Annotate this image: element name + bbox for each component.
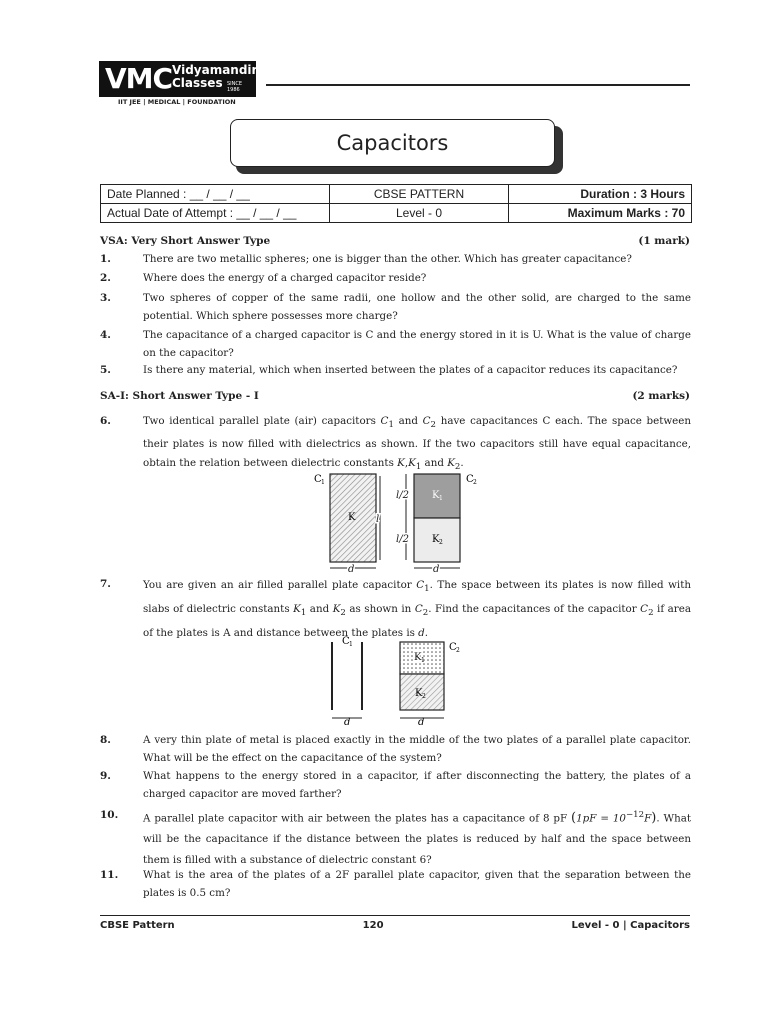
label-l-half: l/2 [396, 490, 409, 501]
svg-text:2: 2 [439, 539, 443, 546]
svg-text:C: C [314, 474, 322, 485]
section-title: SA-I: Short Answer Type - I [100, 390, 259, 402]
question-number: 4. [100, 329, 111, 341]
question-number: 11. [100, 869, 119, 881]
capacitor-c2-slabs [400, 642, 460, 728]
duration-cell: Duration : 3 Hours [509, 185, 692, 204]
label-d: d [433, 564, 440, 575]
page-title: Capacitors [230, 119, 555, 167]
label-l-half: l/2 [396, 534, 409, 545]
svg-text:1: 1 [421, 657, 425, 664]
logo-tagline: IIT JEE | MEDICAL | FOUNDATION [118, 98, 236, 106]
question-number: 1. [100, 253, 111, 265]
pattern-cell: CBSE PATTERN [330, 185, 509, 204]
capacitor-c1-air [332, 636, 362, 728]
svg-text:C: C [466, 474, 474, 485]
info-table [100, 184, 692, 223]
date-planned: Date Planned : __ / __ / __ [101, 185, 330, 204]
section-marks: (1 mark) [638, 235, 690, 247]
figure-slab-capacitors [322, 634, 472, 730]
question-number: 9. [100, 770, 111, 782]
svg-text:2: 2 [473, 479, 477, 486]
info-row [101, 204, 692, 223]
page-footer [100, 920, 690, 931]
actual-date: Actual Date of Attempt : __ / __ / __ [101, 204, 330, 223]
logo-since: SINCE 1986 [227, 81, 243, 93]
svg-text:1: 1 [349, 641, 353, 648]
label-k1: K [414, 652, 422, 663]
question-text: Two spheres of copper of the same radii, one hollow and the other solid, are charged to the same potential. Which sphere possesses more charge? [143, 292, 691, 322]
vmc-logo [99, 61, 256, 97]
section-heading-sa1 [100, 390, 690, 402]
page-number: 120 [362, 920, 384, 931]
section-title: VSA: Very Short Answer Type [100, 235, 271, 247]
svg-text:2: 2 [456, 647, 460, 654]
footer-right: Level - 0 | Capacitors [571, 920, 690, 931]
question-text: You are given an air filled parallel plate capacitor $C_1$. The space between its plates is now filled with slabs of dielectric constants $K_1$ and $K_2$ as shown in $C_2$. Find the capacitances of the capacitor $C_2$ if area of the plates is A and distance between the plates is d. [143, 579, 691, 640]
label-k: K [348, 512, 356, 523]
question-number: 5. [100, 364, 111, 376]
svg-text:2: 2 [422, 693, 426, 700]
logo-brand: VMC [105, 62, 173, 95]
question-text: There are two metallic spheres; one is bigger than the other. Which has greater capacitance? [143, 253, 632, 265]
info-row [101, 185, 692, 204]
svg-text:1: 1 [321, 479, 325, 486]
question-number: 3. [100, 292, 111, 304]
footer-rule [100, 915, 690, 916]
question-text: What happens to the energy stored in a capacitor, if after disconnecting the battery, the plates of a charged capacitor are moved farther? [143, 770, 691, 800]
question-text: The capacitance of a charged capacitor is C and the energy stored in it is U. What is the value of charge on the capacitor? [143, 329, 691, 359]
section-marks: (2 marks) [632, 390, 690, 402]
section-heading-vsa [100, 235, 690, 247]
question-number: 10. [100, 809, 119, 821]
label-d: d [418, 717, 425, 728]
capacitor-c1 [314, 474, 380, 575]
question-number: 2. [100, 272, 111, 284]
figure-dielectric-capacitors [308, 470, 484, 576]
level-cell: Level - 0 [330, 204, 509, 223]
label-k1: K [432, 490, 440, 501]
question-number: 8. [100, 734, 111, 746]
question-number: 7. [100, 578, 111, 590]
max-marks-cell: Maximum Marks : 70 [509, 204, 692, 223]
question-text: Is there any material, which when inserted between the plates of a capacitor reduces its capacitance? [143, 364, 678, 376]
label-k2: K [415, 688, 423, 699]
svg-text:C: C [342, 636, 350, 647]
label-k2: K [432, 534, 440, 545]
logo-name: Vidyamandir Classes [172, 63, 258, 90]
question-text: What is the area of the plates of a 2F parallel plate capacitor, given that the separation between the plates is 0.5 cm? [143, 869, 691, 899]
capacitor-c2 [396, 474, 477, 575]
footer-left: CBSE Pattern [100, 920, 175, 931]
question-number: 6. [100, 415, 111, 427]
svg-text:1: 1 [439, 495, 443, 502]
question-text: A very thin plate of metal is placed exactly in the middle of the two plates of a parallel plate capacitor. What will be the effect on the capacitance of the system? [143, 734, 691, 764]
svg-text:C: C [449, 642, 457, 653]
label-d: d [344, 717, 351, 728]
question-text: A parallel plate capacitor with air between the plates has a capacitance of 8 pF $(1pF = 10^{-12}F)$. What will be the capacitance if the distance between the plates is reduced by half and the space between them is filled with a substance of dielectric constant 6? [143, 810, 691, 867]
question-text: Two identical parallel plate (air) capacitors $C_1$ and $C_2$ have capacitances C each. The space between their plates is now filled with dielectrics as shown. If the two capacitors still have equal capacitance, obtain the relation between dielectric constants $K,K_1$ and $K_2$. [143, 415, 691, 473]
question-text: Where does the energy of a charged capacitor reside? [143, 272, 427, 284]
header-rule [266, 84, 690, 86]
label-l: l [376, 514, 380, 525]
label-d: d [348, 564, 355, 575]
